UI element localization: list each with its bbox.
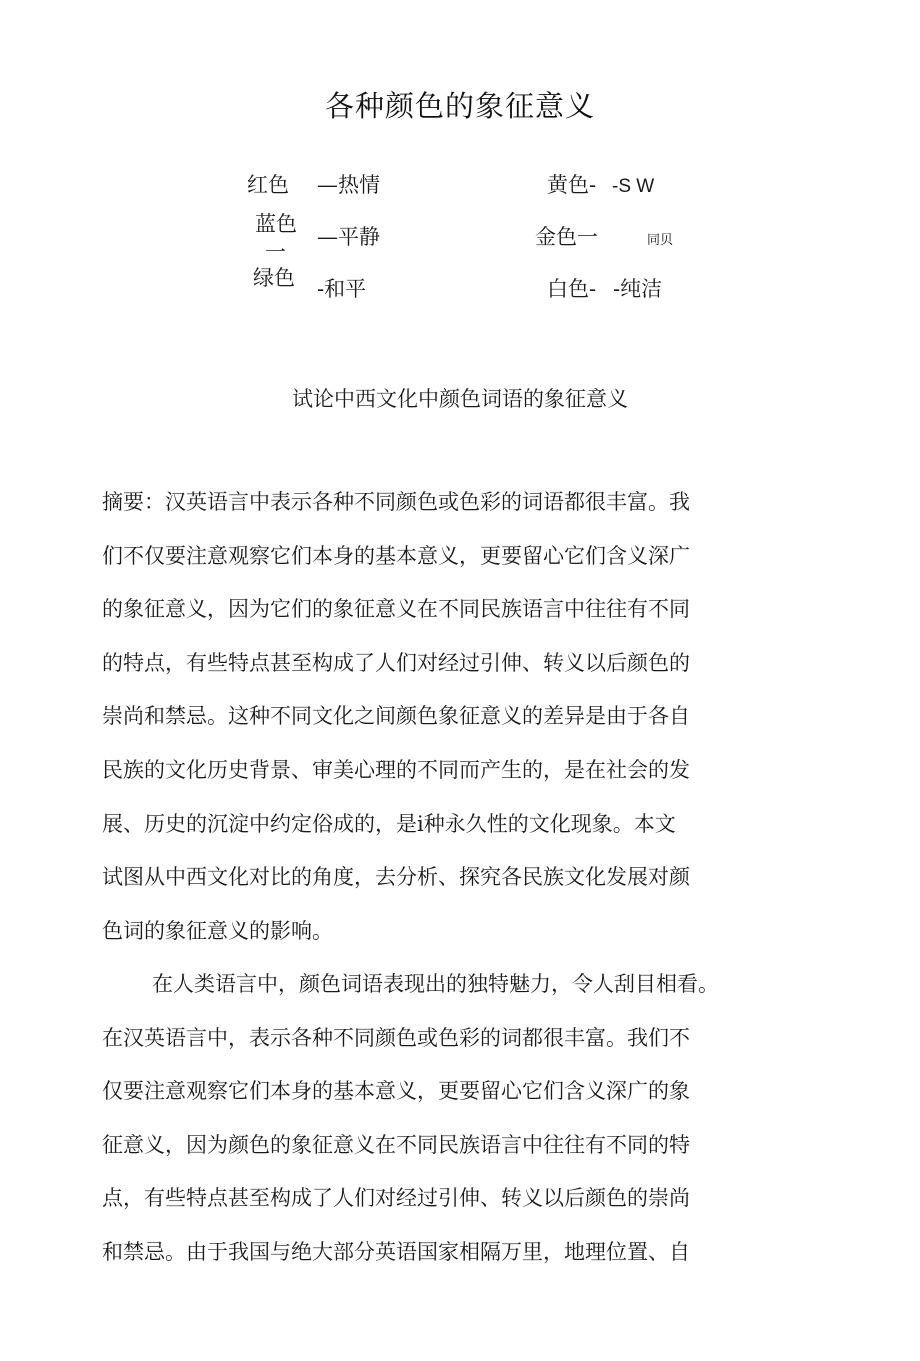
body-line: 在汉英语言中，表示各种不同颜色或色彩的词都很丰富。我们不 [102,1025,690,1050]
body-line: 在人类语言中，颜色词语表现出的独特魅力，令人刮目相看。 [152,972,719,996]
body-line: 征意义，因为颜色的象征意义在不同民族语言中往往有不同的特 [102,1132,690,1157]
body-line: 仅要注意观察它们本身的基本意义，更要留心它们含义深广的象 [102,1079,690,1104]
page-title: 各种颜色的象征意义 [324,89,595,123]
abstract-line: 崇尚和禁忌。这种不同文化之间颜色象征意义的差异是由于各自 [102,704,690,729]
color-blue-name: 蓝色 [255,212,297,236]
abstract-paragraph [102,476,782,958]
color-yellow-meaning: -S W [612,176,655,197]
color-green-name: 绿色 [253,266,295,290]
body-line: 点，有些特点甚至构成了人们对经过引伸、转义以后颜色的崇尚 [102,1186,690,1211]
abstract-line: 色词的象征意义的影响。 [102,918,333,943]
body-line: 和禁忌。由于我国与绝大部分英语国家相隔万里，地理位置、自 [102,1239,690,1264]
abstract-line: 摘要：汉英语言中表示各种不同颜色或色彩的词语都很丰富。我 [102,490,690,514]
abstract-line: 试图从中西文化对比的角度，去分析、探究各民族文化发展对颜 [102,865,690,890]
color-yellow-name: 黄色- [547,173,597,197]
abstract-line: 的特点，有些特点甚至构成了人们对经过引伸、转义以后颜色的 [102,650,690,675]
color-red-name: 红色 [247,173,289,197]
abstract-line: 的象征意义，因为它们的象征意义在不同民族语言中往往有不同 [102,597,690,622]
color-green-meaning: -和平 [317,277,367,301]
color-red-meaning: —热情 [317,173,380,197]
abstract-line: 民族的文化历史背景、审美心理的不同而产生的，是在社会的发 [102,757,690,782]
color-gold-meaning: 同贝 [647,232,674,247]
article-subtitle: 试论中西文化中颜色词语的象征意义 [292,387,628,411]
abstract-line: 们不仅要注意观察它们本身的基本意义，更要留心它们含义深广 [102,543,690,568]
color-blue-meaning: —平静 [317,225,380,249]
color-white-meaning: -纯洁 [613,277,663,301]
color-gold-name: 金色一 [535,225,598,249]
color-white-name: 白色- [547,277,597,301]
color-blue-dash: 一 [265,240,286,264]
abstract-line: 展、历史的沉淀中约定俗成的，是i种永久性的文化现象。本文 [102,811,676,836]
body-paragraph [102,958,782,1280]
